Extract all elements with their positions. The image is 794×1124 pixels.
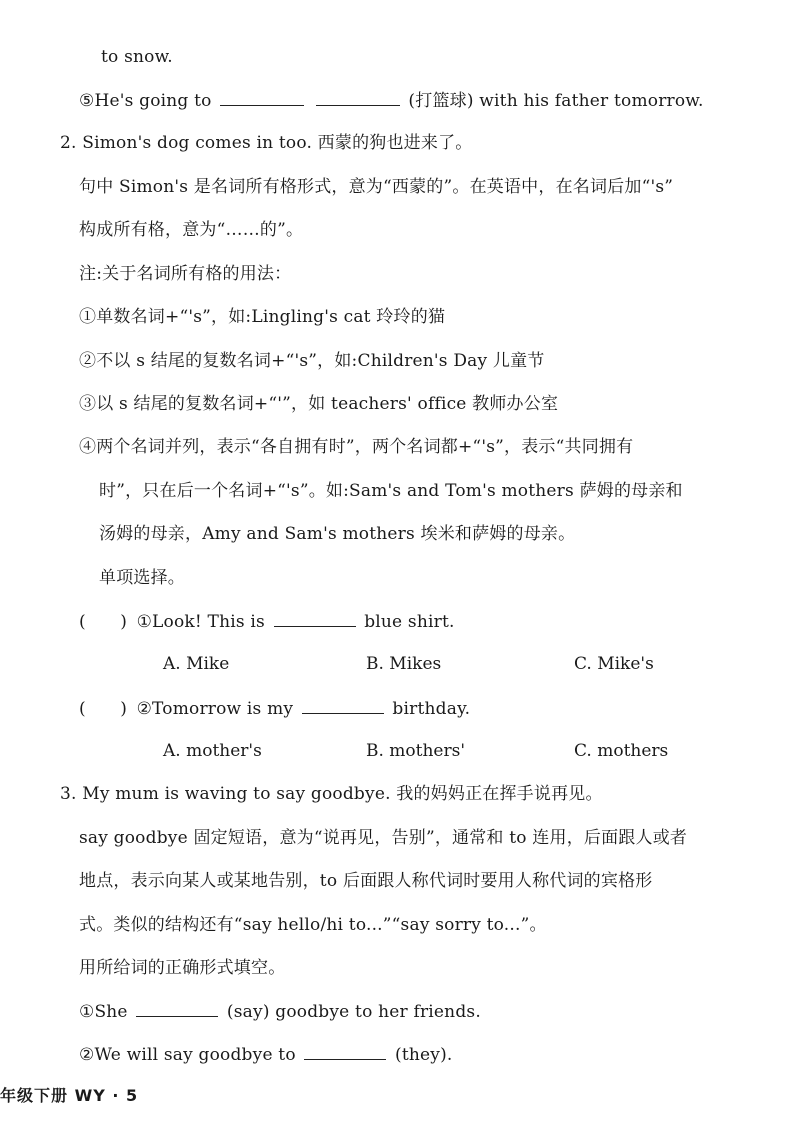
answer-bracket[interactable]: ( ) xyxy=(79,612,128,632)
question-stem-end: birthday. xyxy=(392,699,471,719)
page-footer: 年级下册 WY · 5 xyxy=(0,1086,139,1105)
question-stem: ①Look! This is xyxy=(136,612,265,632)
section-heading-2: 2. Simon's dog comes in too. 西蒙的狗也进来了。 xyxy=(60,133,473,153)
text-line: 构成所有格，意为“……的”。 xyxy=(79,220,304,240)
question-stem-end: blue shirt. xyxy=(364,612,455,632)
fill-item-1 xyxy=(79,1000,481,1023)
item-prefix: ②We will say goodbye to xyxy=(79,1045,296,1065)
option-b[interactable]: B. mothers' xyxy=(366,741,466,761)
option-a[interactable]: A. mother's xyxy=(163,741,262,761)
item-suffix: (打篮球) with his father tomorrow. xyxy=(408,91,704,111)
answer-blank[interactable] xyxy=(136,1000,218,1017)
answer-blank[interactable] xyxy=(304,1043,386,1060)
item-suffix: (say) goodbye to her friends. xyxy=(226,1002,481,1022)
fill-item-2 xyxy=(79,1043,453,1066)
option-a[interactable]: A. Mike xyxy=(163,654,230,674)
option-b[interactable]: B. Mikes xyxy=(366,654,442,674)
section-heading-3: 3. My mum is waving to say goodbye. 我的妈妈正在挥手说再见。 xyxy=(60,784,603,804)
note-heading: 注:关于名词所有格的用法： xyxy=(79,264,292,284)
text-line: 地点，表示向某人或某地告别，to 后面跟人称代词时要用人称代词的宾格形 xyxy=(79,871,653,891)
item-suffix: (they). xyxy=(395,1045,453,1065)
answer-bracket[interactable]: ( ) xyxy=(79,699,128,719)
question-2 xyxy=(79,697,470,720)
rule-item-1: ①单数名词+“'s”，如:Lingling's cat 玲玲的猫 xyxy=(79,307,446,327)
question-stem: ②Tomorrow is my xyxy=(136,699,294,719)
text-line: say goodbye 固定短语，意为“说再见，告别”，通常和 to 连用，后面跟人或者 xyxy=(79,828,688,848)
exercise-heading: 用所给词的正确形式填空。 xyxy=(79,958,286,978)
item-prefix: ⑤He's going to xyxy=(79,91,212,111)
item-prefix: ①She xyxy=(79,1002,128,1022)
option-c[interactable]: C. Mike's xyxy=(574,654,654,674)
answer-blank[interactable] xyxy=(302,697,384,714)
answer-blank[interactable] xyxy=(220,89,304,106)
rule-item-2: ②不以 s 结尾的复数名词+“'s”，如:Children's Day 儿童节 xyxy=(79,351,545,371)
option-c[interactable]: C. mothers xyxy=(574,741,669,761)
text-line: to snow. xyxy=(101,47,173,67)
answer-blank[interactable] xyxy=(274,610,356,627)
text-line: 句中 Simon's 是名词所有格形式，意为“西蒙的”。在英语中，在名词后加“'s” xyxy=(79,177,674,197)
fill-blank-item-5 xyxy=(79,89,704,112)
text-line: 时”，只在后一个名词+“'s”。如:Sam's and Tom's mothers 萨姆的母亲和 xyxy=(99,481,683,501)
exercise-heading: 单项选择。 xyxy=(99,568,185,588)
answer-blank[interactable] xyxy=(316,89,400,106)
text-line: 汤姆的母亲，Amy and Sam's mothers 埃米和萨姆的母亲。 xyxy=(99,524,576,544)
question-1 xyxy=(79,610,455,633)
rule-item-3: ③以 s 结尾的复数名词+“'”，如 teachers' office 教师办公室 xyxy=(79,394,559,414)
rule-item-4: ④两个名词并列，表示“各自拥有时”，两个名词都+“'s”，表示“共同拥有 xyxy=(79,437,634,457)
text-line: 式。类似的结构还有“say hello/hi to...”“say sorry to...”。 xyxy=(79,915,547,935)
